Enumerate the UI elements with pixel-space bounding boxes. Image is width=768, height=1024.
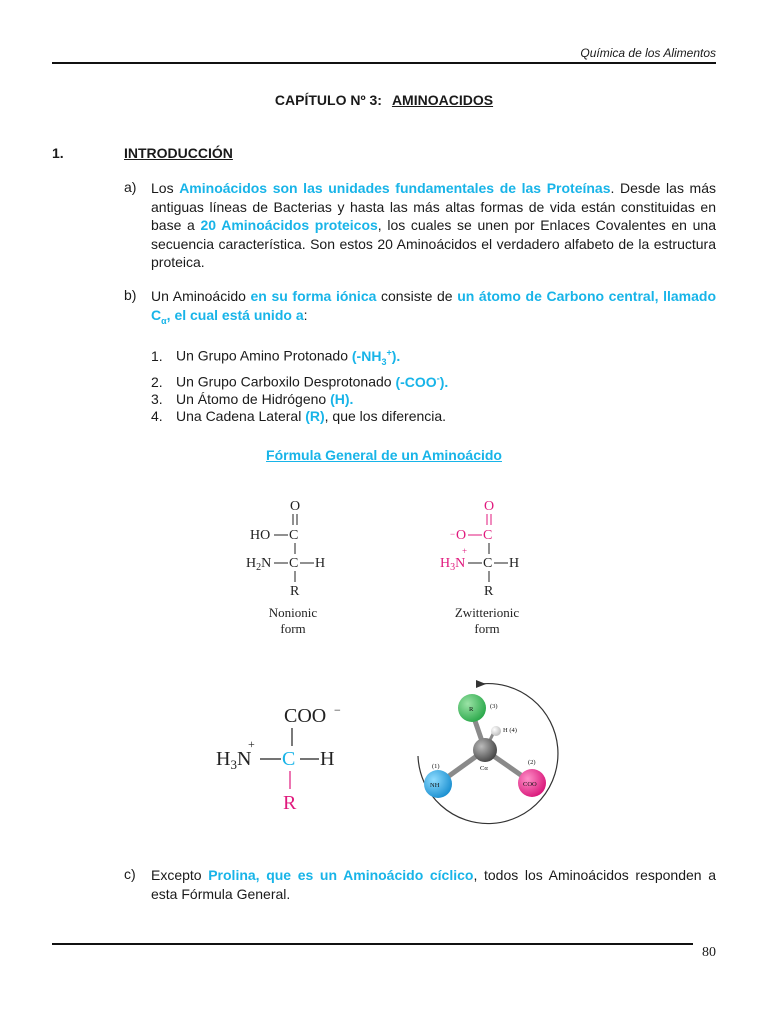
alpha-carbon-label: C (483, 556, 493, 571)
list-number: 4. (151, 408, 163, 425)
zwitterionic-label-1: Zwitterionic (454, 605, 520, 620)
para-b-alpha-sub: α (161, 315, 167, 326)
para-b (151, 287, 716, 330)
list-item (151, 344, 448, 370)
list-sup: - (436, 373, 440, 384)
list-highlight: (-NH (351, 347, 382, 364)
group-list (151, 344, 448, 425)
model-label-coo-num: (2) (528, 759, 536, 766)
footer-rule (52, 943, 693, 945)
para-b-text-1: Un Aminoácido (151, 288, 251, 304)
ball-stick-model (410, 676, 566, 832)
general-formula-diagram (208, 696, 358, 816)
nonionic-form-diagram (240, 494, 350, 644)
oxygen-label: O (484, 499, 495, 514)
list-text: Una Cadena Lateral (176, 408, 306, 425)
list-sub: 3 (381, 356, 387, 367)
chapter-title (0, 92, 768, 108)
chapter-label: CAPÍTULO Nº 3: (274, 92, 382, 108)
svg-text:−: − (334, 703, 341, 717)
page-number: 80 (702, 945, 716, 960)
model-label-r-num: (3) (490, 703, 498, 710)
ho-label: HO (250, 528, 271, 543)
zwitterionic-form-diagram (430, 494, 550, 644)
svg-text:+: + (462, 546, 468, 556)
para-c-text-2: , todos los Aminoácidos responden a esta Fórmula General. (151, 867, 716, 902)
running-header: Química de los Alimentos (580, 46, 716, 60)
carbonyl-carbon-label: C (289, 528, 299, 543)
para-a-highlight-1: Aminoácidos son las unidades fundamentales de las Proteínas (179, 180, 611, 196)
list-tail: , que los diferencia. (324, 408, 447, 425)
section-number: 1. (52, 145, 64, 161)
list-number: 1. (151, 347, 163, 364)
model-label-nh-num: (1) (432, 763, 440, 770)
r-group-label: R (484, 584, 494, 599)
para-c (151, 866, 716, 903)
r-group-label: R (290, 584, 300, 599)
list-sup: + (386, 347, 392, 357)
para-b-text-2: consiste de (376, 288, 458, 304)
list-item (151, 408, 448, 425)
carboxylate-o-label: O (456, 528, 467, 543)
r-group-label: R (283, 792, 297, 814)
para-b-highlight-2a: un átomo de Carbono central, llamado C (151, 288, 716, 323)
hydrogen-label: H (509, 556, 520, 571)
para-a-marker: a) (124, 179, 137, 195)
h3n-label: $H_3N$ (440, 556, 466, 573)
para-b-text-3: : (303, 306, 308, 323)
hydrogen-label: H (320, 748, 335, 770)
list-item (151, 391, 448, 408)
carbonyl-carbon-label: C (483, 528, 493, 543)
header-rule (52, 62, 716, 64)
h3n-label: $H_3N$ (216, 748, 252, 772)
para-a-text-1: Los (151, 180, 180, 196)
svg-text:−: − (450, 529, 456, 539)
para-a-highlight-2: 20 Aminoácidos proteicos (200, 217, 378, 233)
svg-text:+: + (248, 737, 255, 751)
oxygen-label: O (290, 499, 301, 514)
model-label-coo: COO (523, 781, 537, 788)
coo-label: COO (284, 705, 327, 727)
list-highlight: (H). (330, 391, 354, 408)
nonionic-label-2: form (280, 621, 306, 636)
para-b-highlight-2b: , el cual está unido a (166, 306, 304, 323)
alpha-carbon-label: C (282, 748, 296, 770)
list-item (151, 370, 448, 391)
zwitterionic-label-2: form (474, 621, 500, 636)
list-highlight-end: ). (439, 374, 449, 391)
model-label-nh: NH (430, 782, 440, 789)
list-highlight-end: ). (391, 347, 401, 364)
para-c-highlight-1: Prolina, que es un Aminoácido cíclico (208, 867, 474, 883)
nonionic-label-1: Nonionic (268, 605, 318, 620)
para-b-marker: b) (124, 287, 137, 303)
list-highlight: (R) (305, 408, 325, 425)
alpha-carbon-label: C (289, 556, 299, 571)
model-label-h: H (4) (503, 727, 517, 734)
list-number: 2. (151, 374, 163, 391)
model-label-ca: Cα (480, 765, 488, 772)
chapter-name: AMINOACIDOS (391, 92, 494, 108)
alpha-carbon-ball (473, 738, 497, 762)
list-number: 3. (151, 391, 163, 408)
para-a-text-2: . Desde las más antiguas líneas de Bacterias y hasta las más altas formas de vida están constituidas en base a (151, 180, 717, 233)
h2n-label: $H_2N$ (246, 556, 272, 573)
para-b-highlight-1: en su forma iónica (250, 288, 377, 304)
hydrogen-ball (491, 726, 501, 736)
para-a (151, 179, 716, 272)
para-c-text-1: Excepto (151, 867, 209, 883)
para-c-marker: c) (124, 866, 136, 882)
hydrogen-label: H (315, 556, 326, 571)
list-highlight: (-COO (395, 374, 437, 391)
list-text: Un Grupo Amino Protonado (176, 347, 352, 364)
model-label-r: R (469, 706, 474, 713)
list-text: Un Átomo de Hidrógeno (176, 391, 331, 408)
list-text: Un Grupo Carboxilo Desprotonado (176, 374, 396, 391)
para-a-text-3: , los cuales se unen por Enlaces Covalentes en una secuencia característica. Son estos 20 Aminoácidos el verdadero alfabeto de la estructura proteica. (151, 217, 716, 270)
section-title: INTRODUCCIÓN (124, 145, 233, 161)
figure-title: Fórmula General de un Aminoácido (266, 447, 502, 463)
